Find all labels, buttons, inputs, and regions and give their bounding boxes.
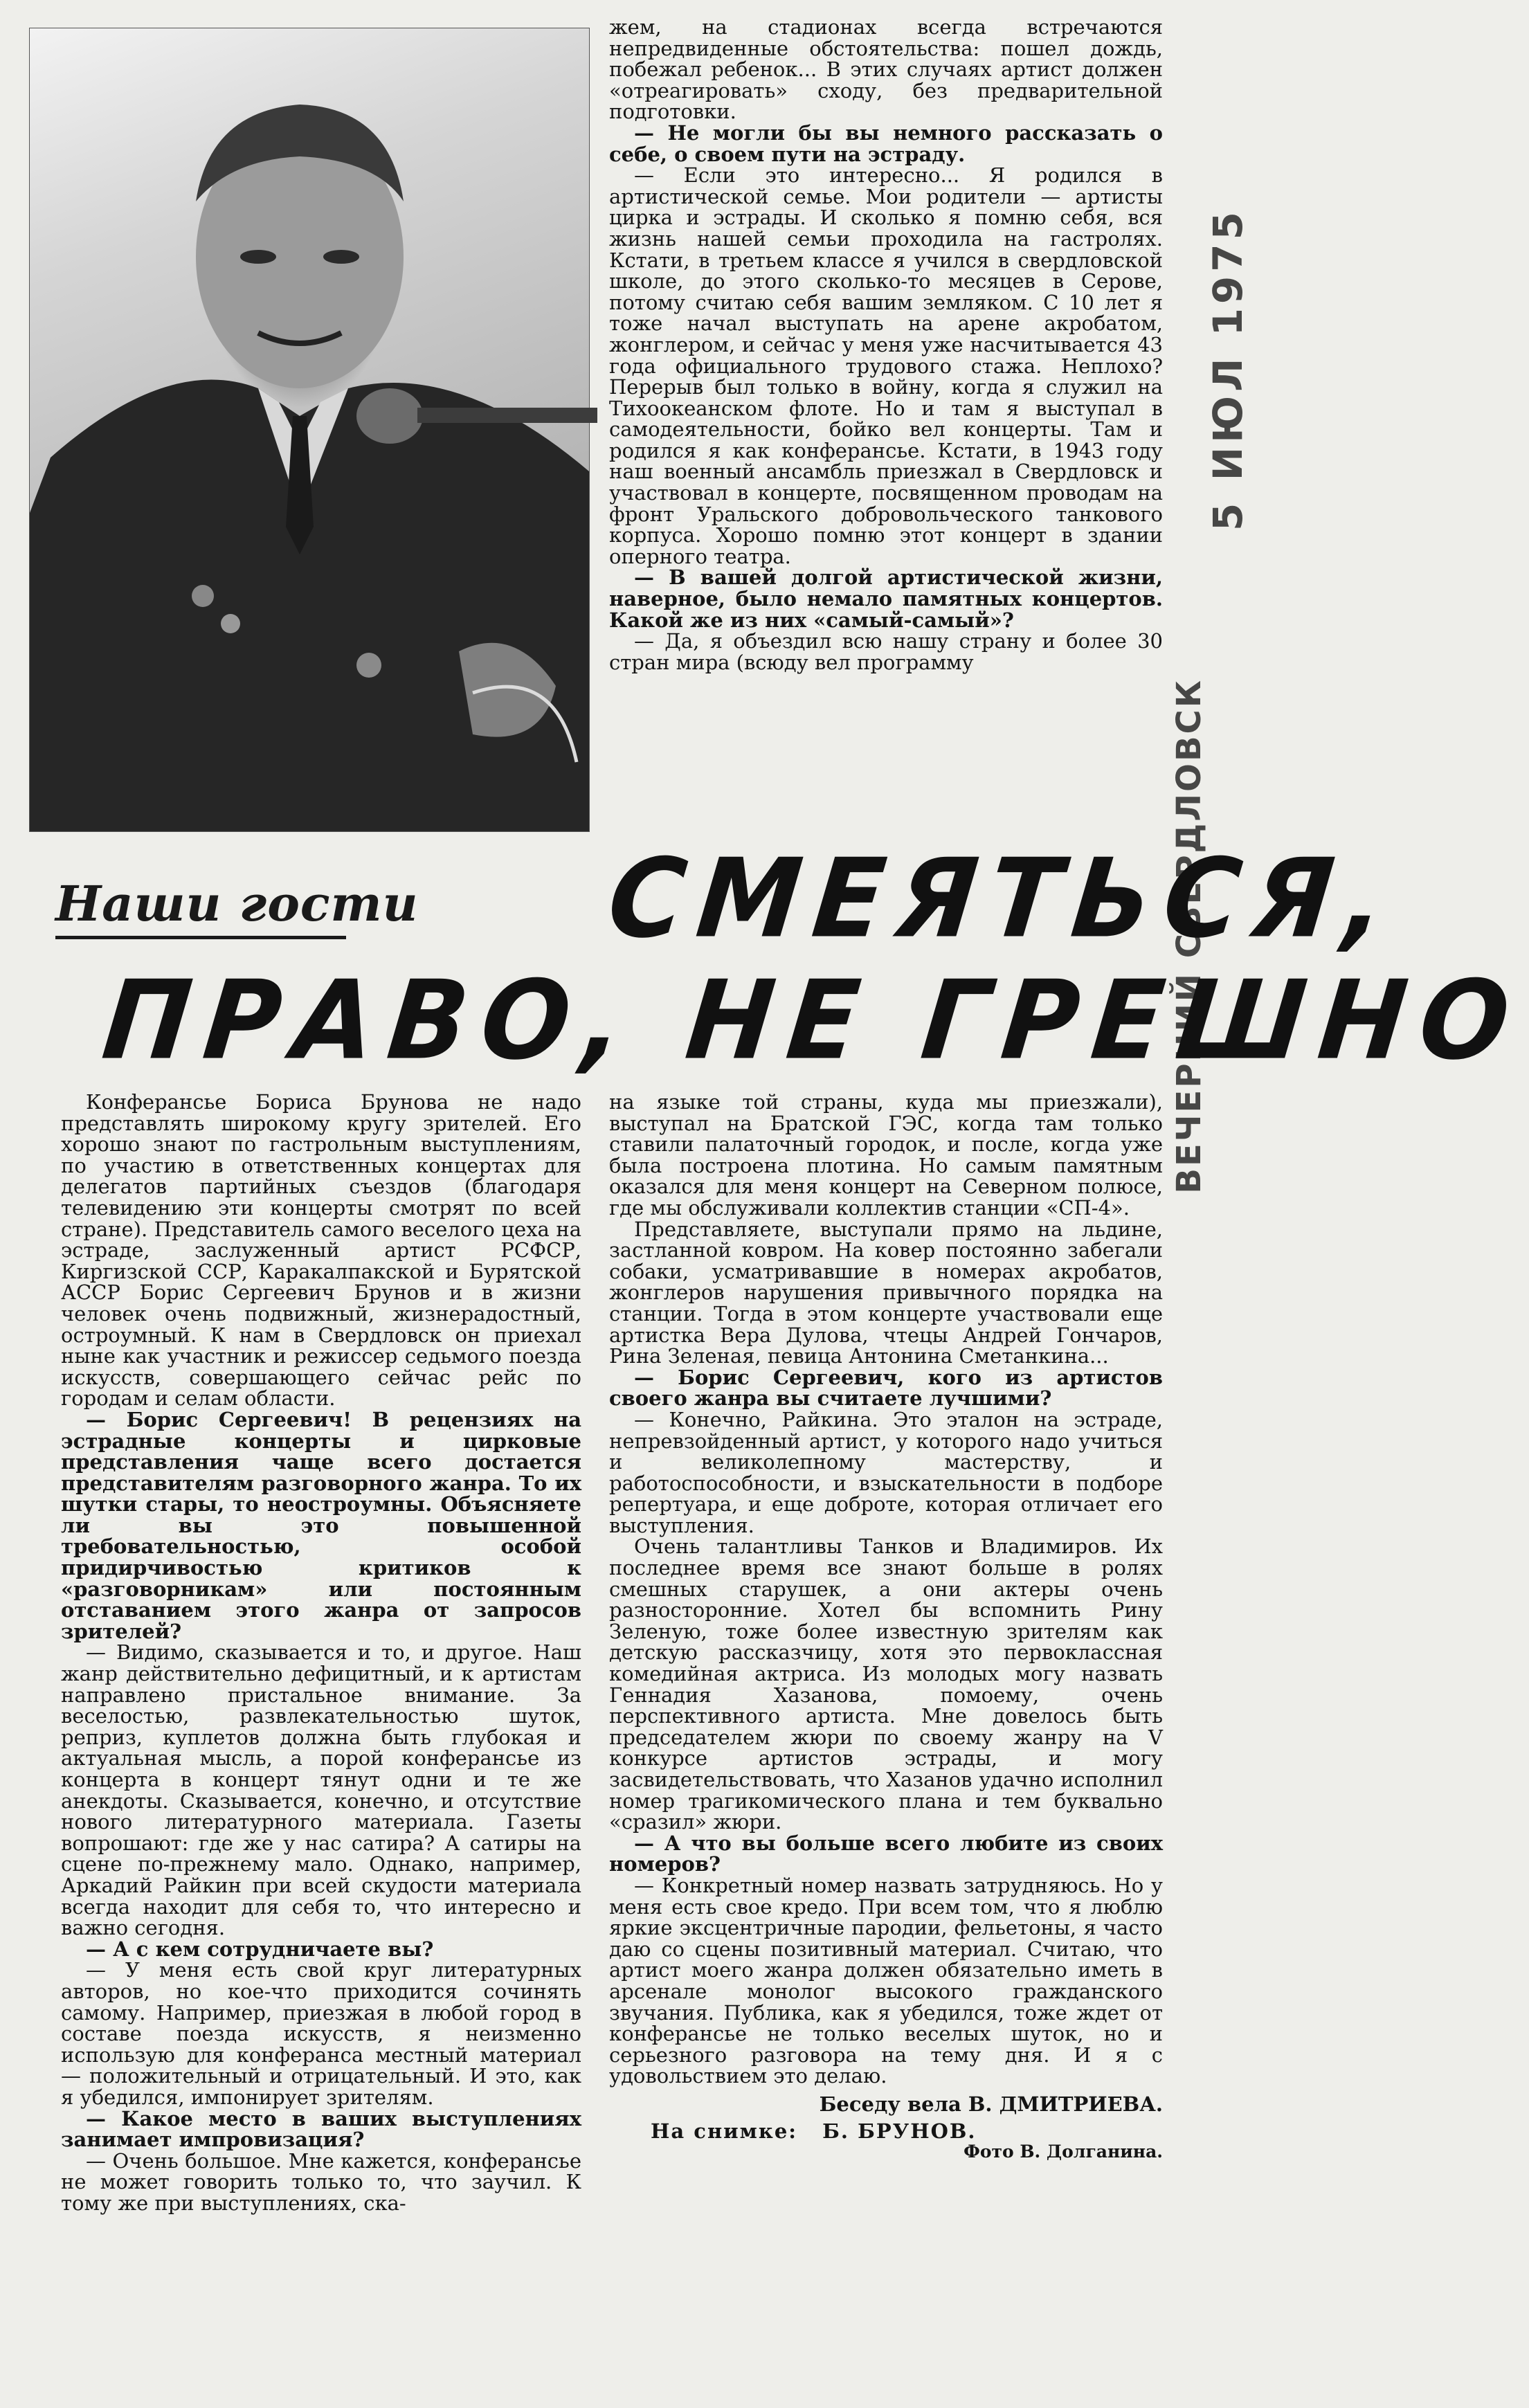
portrait-photo bbox=[29, 28, 590, 832]
photo-caption-name: Б. БРУНОВ. bbox=[822, 2119, 977, 2143]
intro-paragraph: Конферансье Бориса Брунова не надо представлять широкому кругу зрителей. Его хорошо знают по гастрольным выступлениям, по участию в ответственных концертах для делегатов партийных съездов (благодаря телевидению эти концерты смотрят по всей стране). Представитель самого веселого цеха на эстраде, заслуженный артист РСФСР, Киргизской ССР, Каракалпакской и Бурятской АССР Борис Сергеевич Брунов и в жизни человек очень подвижный, жизнерадостный, остроумный. К нам в Свердловск он приехал ныне как участник и режиссер седьмого поезда искусств, совершающего сейчас рейс по городам и селам области. bbox=[61, 1090, 581, 1411]
rubric: Наши гости bbox=[55, 875, 419, 932]
paragraph: — Если это интересно... Я родился в артистической семье. Мои родители — артисты цирка и эстрады. И сколько я помню себя, вся жизнь нашей семьи проходила на гастролях. Кстати, в третьем классе я учился в свердловской школе, до этого сколько-то месяцев в Серове, потому считаю себя вашим земляком. С 10 лет я тоже начал выступать на арене акробатом, жонглером, и сейчас у меня уже насчитывается 43 года официального трудового стажа. Неплохо? Перерыв был только в войну, когда я служил на Тихоокеанском флоте. Но и там я выступал в самодеятельности, бойко вел концерты. Там и родился я как конферансье. Кстати, в 1943 году наш военный ансамбль приезжал в Свердловск и участвовал в концерте, посвященном проводам на фронт Уральского добровольческого танкового корпуса. Хорошо помню этот концерт в здании оперного театра. bbox=[609, 163, 1163, 568]
question: — Какое место в ваших выступлениях занимает импровизация? bbox=[61, 2106, 581, 2152]
paragraph: — Очень большое. Мне кажется, конферансье не может говорить только то, что заучил. К тому же при выступлениях, ска- bbox=[61, 2148, 581, 2215]
paragraph: — Видимо, сказывается и то, и другое. Наш жанр действительно дефицитный, и к артистам направлено пристальное внимание. За веселостью, развлекательностью шуток, реприз, куплетов должна быть глубокая и актуальная мысль, а порой конферансье из концерта в концерт тянут одни и те же анекдоты. Сказывается, конечно, и отсутствие нового литературного материала. Газеты вопрошают: где же у нас сатира? А сатиры на сцене по-прежнему мало. Однако, например, Аркадий Райкин при всей скудости материала всегда находит для себя то, что интересно и важно сегодня. bbox=[61, 1640, 581, 1940]
question: — Борис Сергеевич! В рецензиях на эстрадные концерты и цирковые представления чаще всего достается представителям разговорного жанра. То их шутки стары, то неостроумны. Объясняете ли вы это повышенной требовательностью, особой придирчивостью критиков к «разговорникам» или постоянным отставанием этого жанра от запросов зрителей? bbox=[61, 1407, 581, 1643]
date-stamp: 5 ИЮЛ 1975 bbox=[1204, 208, 1251, 531]
photo-credit: Фото В. Долганина. bbox=[963, 2142, 1163, 2162]
headline-line-2: ПРАВО, НЕ ГРЕШНО bbox=[97, 957, 1529, 1085]
newspaper-stamp: ВЕЧЕРНИЙ СВЕРДЛОВСК bbox=[1170, 678, 1209, 1194]
portrait-illustration bbox=[30, 28, 589, 831]
paragraph: на языке той страны, куда мы приезжали), выступал на Братской ГЭС, когда там только ставили палаточный городок, и после, когда уже была построена плотина. Но самым памятным оказался для меня концерт на Северном полюсе, где мы обслуживали коллектив станции «СП-4». bbox=[609, 1090, 1163, 1220]
question: — Борис Сергеевич, кого из артистов своего жанра вы считаете лучшими? bbox=[609, 1365, 1163, 1411]
question: — А с кем сотрудничаете вы? bbox=[86, 1937, 434, 1961]
question: — В вашей долгой артистической жизни, наверное, было немало памятных концертов. Какой же из них «самый-самый»? bbox=[609, 565, 1163, 632]
paragraph: Представляете, выступали прямо на льдине, застланной ковром. На ковер постоянно забегали собаки, усматривавшие в номерах акробатов, жонглеров нарушения привычного порядка на станции. Тогда в этом концерте участвовали еще артистка Вера Дулова, чтецы Андрей Гончаров, Рина Зеленая, певица Антонина Сметанкина... bbox=[609, 1217, 1163, 1368]
paragraph: — У меня есть свой круг литературных авторов, но кое-что приходится сочинять самому. Например, приезжая в любой город в составе поезда искусств, я неизменно использую для конферанса местный материал — положительный и отрицательный. И это, как я убедился, импонирует зрителям. bbox=[61, 1958, 581, 2109]
left-column bbox=[61, 1092, 581, 2214]
question: — А что вы больше всего любите из своих номеров? bbox=[609, 1831, 1163, 1876]
paragraph: — Да, я объездил всю нашу страну и более 30 стран мира (всюду вел программу bbox=[609, 629, 1163, 674]
interviewer-signature: Беседу вела В. ДМИТРИЕВА. bbox=[819, 2092, 1163, 2116]
question: — Не могли бы вы немного рассказать о себе, о своем пути на эстраду. bbox=[609, 120, 1163, 166]
paragraph: — Конкретный номер назвать затрудняюсь. Но у меня есть свое кредо. При всем том, что я люблю яркие эксцентричные пародии, фельетоны, я часто даю со сцены позитивный материал. Считаю, что артист моего жанра должен обязательно иметь в арсенале монолог высокого гражданского звучания. Публика, как я убедился, тоже ждет от конферансье не только веселых шуток, но и серьезного разговора на тему дня. И я с удовольствием это делаю. bbox=[609, 1873, 1163, 2088]
rubric-underline bbox=[55, 936, 346, 939]
paragraph: Очень талантливы Танков и Владимиров. Их последнее время все знают больше в ролях смешных старушек, а они актеры очень разносторонние. Хотел бы вспомнить Рину Зеленую, тоже более известную зрителям как детскую рассказчицу, хотя это первоклассная комедийная актриса. Из молодых могу назвать Геннадия Хазанова, помоему, очень перспективного артиста. Мне довелось быть председателем жюри по своему жанру на V конкурсе артистов эстрады, и могу засвидетельствовать, что Хазанов удачно исполнил номер трагикомического плана и тем буквально «сразил» жюри. bbox=[609, 1535, 1163, 1834]
top-right-column bbox=[609, 17, 1163, 673]
photo-caption-label: На снимке: bbox=[651, 2119, 797, 2143]
headline-line-1: СМЕЯТЬСЯ, bbox=[602, 835, 1404, 963]
right-column bbox=[609, 1092, 1163, 2163]
paragraph: — Конечно, Райкина. Это эталон на эстраде, непревзойденный артист, у которого надо учиться и великолепному мастерству, и работоспособности, и взыскательности в подборе репертуара, и еще доброте, которая отличает его выступления. bbox=[609, 1407, 1163, 1537]
paragraph: жем, на стадионах всегда встречаются непредвиденные обстоятельства: пошел дождь, побежал ребенок... В этих случаях артист должен «отреагировать» сходу, без предварительной подготовки. bbox=[609, 15, 1163, 124]
photo-caption bbox=[609, 2121, 1163, 2142]
